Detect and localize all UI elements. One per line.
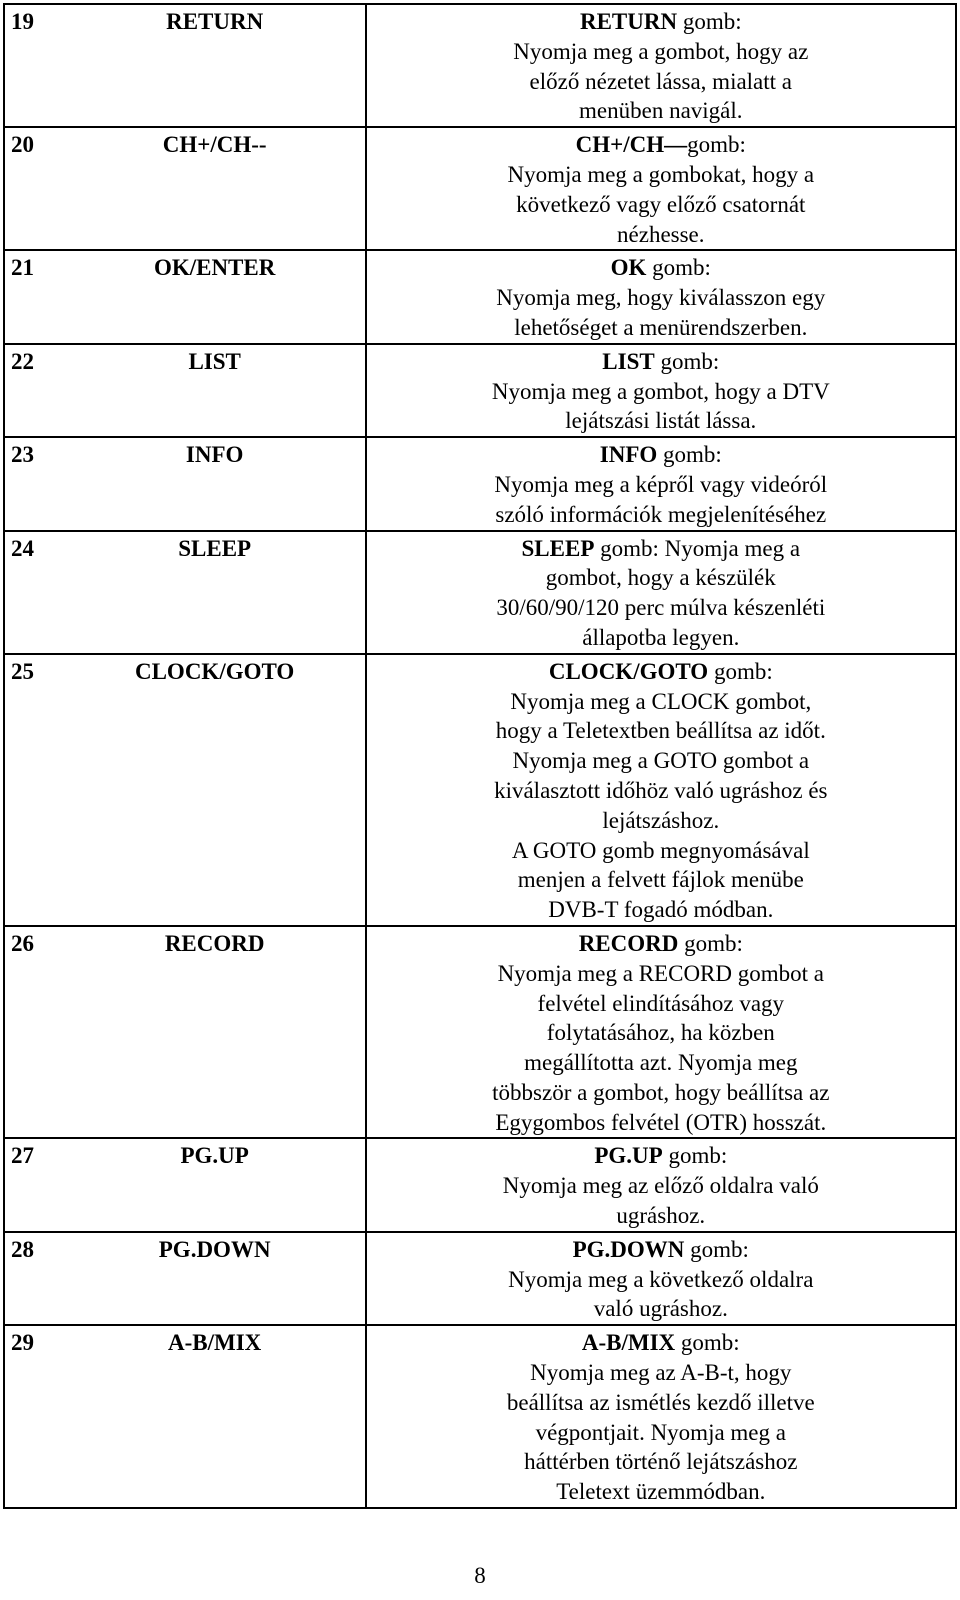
description-heading-suffix: gomb:	[657, 442, 722, 468]
key-description	[366, 437, 956, 530]
description-line: lehetőséget a menürendszerben.	[514, 314, 808, 340]
description-key-name: PG.UP	[594, 1143, 663, 1169]
table-row	[4, 654, 956, 926]
description-line: DVB-T fogadó módban.	[548, 897, 774, 923]
key-name: PG.DOWN	[65, 1232, 366, 1325]
description-heading	[373, 657, 949, 687]
description-line: Nyomja meg a GOTO gombot a	[512, 748, 810, 774]
row-number: 23	[4, 437, 65, 530]
description-key-name: A-B/MIX	[581, 1330, 676, 1356]
description-line: A GOTO gomb megnyomásával	[511, 837, 810, 863]
description-key-name: CLOCK/GOTO	[548, 658, 709, 684]
description-key-name: OK	[610, 255, 647, 281]
key-description	[366, 1325, 956, 1508]
description-heading-suffix: gomb:	[687, 132, 746, 158]
description-line: menjen a felvett fájlok menübe	[517, 867, 804, 893]
description-line: beállítsa az ismétlés kezdő illetve	[506, 1389, 815, 1415]
description-heading-suffix: gomb:	[675, 1330, 740, 1356]
description-line: folytatásához, ha közben	[546, 1020, 775, 1046]
key-name: INFO	[65, 437, 366, 530]
description-line: Nyomja meg az előző oldalra való	[502, 1173, 819, 1199]
description-line: szóló információk megjelenítéséhez	[495, 501, 827, 527]
description-key-name: RETURN	[579, 9, 678, 34]
description-key-name: SLEEP	[521, 535, 595, 561]
description-heading	[373, 534, 949, 564]
description-key-name: RECORD	[578, 930, 679, 956]
description-line: gombot, hogy a készülék	[545, 565, 776, 591]
description-line: végpontjait. Nyomja meg a	[535, 1419, 786, 1445]
table-row	[4, 437, 956, 530]
table-row	[4, 1325, 956, 1508]
table-row	[4, 250, 956, 343]
key-name: OK/ENTER	[65, 250, 366, 343]
description-line: menüben navigál.	[579, 98, 743, 124]
row-number: 22	[4, 344, 65, 437]
key-name: CH+/CH--	[65, 127, 366, 250]
description-heading	[373, 929, 949, 959]
row-number: 26	[4, 926, 65, 1139]
description-line: Nyomja meg a CLOCK gombot,	[510, 688, 812, 714]
description-heading	[373, 7, 949, 37]
description-line: lejátszáshoz.	[602, 807, 720, 833]
row-number: 24	[4, 531, 65, 654]
description-key-name: PG.DOWN	[572, 1236, 685, 1262]
description-heading-suffix: gomb:	[662, 1143, 728, 1169]
description-line: következő vagy előző csatornát	[516, 191, 806, 217]
description-heading	[373, 1141, 949, 1171]
description-line: 30/60/90/120 perc múlva készenléti	[496, 595, 826, 621]
description-line: való ugráshoz.	[593, 1296, 728, 1322]
description-heading	[373, 347, 949, 377]
page-number: 8	[474, 1563, 486, 1588]
table-row	[4, 4, 956, 127]
description-line: felvétel elindításához vagy	[537, 990, 785, 1016]
key-name: RECORD	[65, 926, 366, 1139]
description-line: Nyomja meg a gombot, hogy az	[513, 38, 809, 64]
description-heading	[373, 253, 949, 283]
table-body	[4, 4, 956, 1508]
description-line: állapotba legyen.	[582, 624, 740, 650]
description-heading-suffix: gomb:	[708, 658, 773, 684]
remote-keys-table	[3, 3, 957, 1509]
key-description	[366, 127, 956, 250]
key-description	[366, 4, 956, 127]
description-key-name: CH+/CH—	[575, 132, 688, 158]
description-heading	[373, 1235, 949, 1265]
key-description	[366, 1232, 956, 1325]
description-line: Nyomja meg, hogy kiválasszon egy	[496, 285, 826, 311]
description-line: lejátszási listát lássa.	[565, 408, 757, 434]
key-name: LIST	[65, 344, 366, 437]
row-number: 27	[4, 1138, 65, 1231]
description-line: előző nézetet lássa, mialatt a	[529, 68, 793, 94]
key-name: PG.UP	[65, 1138, 366, 1231]
description-heading	[373, 130, 949, 160]
table-row	[4, 127, 956, 250]
key-description	[366, 531, 956, 654]
key-name: CLOCK/GOTO	[65, 654, 366, 926]
table-row	[4, 1138, 956, 1231]
description-line: Nyomja meg az A-B-t, hogy	[530, 1360, 792, 1386]
description-line: Nyomja meg a következő oldalra	[508, 1266, 814, 1292]
description-line: Nyomja meg a gombot, hogy a DTV	[491, 378, 830, 404]
description-line: Nyomja meg a gombokat, hogy a	[507, 161, 815, 187]
description-heading-suffix: gomb:	[654, 348, 720, 374]
key-name: SLEEP	[65, 531, 366, 654]
row-number: 19	[4, 4, 65, 127]
key-description	[366, 1138, 956, 1231]
description-heading-suffix: gomb:	[684, 1236, 749, 1262]
description-heading-suffix: gomb: Nyomja meg a	[594, 535, 801, 561]
description-line: Egygombos felvétel (OTR) hosszát.	[495, 1109, 827, 1135]
description-heading	[373, 440, 949, 470]
description-line: kiválasztott időhöz való ugráshoz és	[494, 777, 828, 803]
description-line: hogy a Teletextben beállítsa az időt.	[495, 718, 826, 744]
table-row	[4, 531, 956, 654]
row-number: 29	[4, 1325, 65, 1508]
table-row	[4, 344, 956, 437]
description-line: ugráshoz.	[616, 1203, 706, 1229]
row-number: 20	[4, 127, 65, 250]
description-line: Nyomja meg a RECORD gombot a	[497, 960, 824, 986]
description-key-name: LIST	[602, 348, 655, 374]
description-heading-suffix: gomb:	[677, 9, 742, 34]
description-heading-suffix: gomb:	[646, 255, 711, 281]
description-heading	[373, 1328, 949, 1358]
row-number: 25	[4, 654, 65, 926]
table-row	[4, 926, 956, 1139]
description-line: háttérben történő lejátszáshoz	[524, 1449, 798, 1475]
table-row	[4, 1232, 956, 1325]
description-heading-suffix: gomb:	[678, 930, 743, 956]
description-line: megállította azt. Nyomja meg	[524, 1050, 798, 1076]
key-name: RETURN	[65, 4, 366, 127]
key-description	[366, 250, 956, 343]
key-description	[366, 344, 956, 437]
key-description	[366, 926, 956, 1139]
row-number: 21	[4, 250, 65, 343]
description-line: többször a gombot, hogy beállítsa az	[492, 1079, 830, 1105]
row-number: 28	[4, 1232, 65, 1325]
key-name: A-B/MIX	[65, 1325, 366, 1508]
key-description	[366, 654, 956, 926]
description-line: Nyomja meg a képről vagy videóról	[494, 471, 828, 497]
description-line: Teletext üzemmódban.	[556, 1479, 766, 1505]
description-line: nézhesse.	[617, 221, 705, 247]
description-key-name: INFO	[599, 442, 658, 468]
